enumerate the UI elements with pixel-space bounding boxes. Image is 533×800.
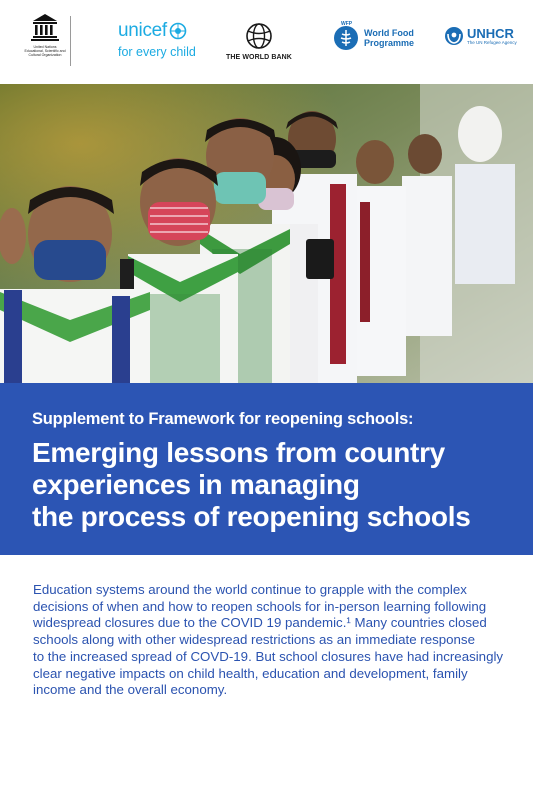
world-bank-name: THE WORLD BANK	[226, 54, 292, 61]
unicef-globe-icon	[169, 22, 187, 40]
unesco-temple-icon	[30, 12, 60, 42]
unicef-logo	[118, 20, 196, 59]
intro-line: income and the overall economy.	[33, 682, 228, 698]
unesco-caption	[24, 45, 65, 57]
unesco-logo	[14, 12, 76, 57]
unhcr-subtitle: The UN Refugee Agency	[467, 40, 517, 45]
wfp-name-line: World Food	[364, 28, 414, 38]
unesco-caption-line: United Nations	[33, 45, 57, 49]
unesco-caption-line: Cultural Organization	[28, 53, 62, 57]
intro-line: widespread closures due to the COVID 19 pandemic.¹ Many countries closed	[33, 615, 487, 631]
title-band	[0, 383, 533, 555]
unhcr-hands-icon	[444, 25, 464, 47]
intro-paragraph	[33, 582, 513, 699]
document-title-line: the process of reopening schools	[32, 501, 471, 532]
unicef-tagline: for every child	[118, 45, 196, 59]
wfp-laurel-icon	[332, 23, 360, 53]
unhcr-name-block	[467, 27, 517, 45]
intro-line: Education systems around the world continue to grapple with the complex	[33, 582, 467, 597]
unhcr-logo	[444, 25, 517, 47]
unicef-wordmark	[118, 20, 187, 42]
schoolchildren-photo	[0, 84, 533, 383]
intro-line: schools along with other widespread restrictions as an immediate response	[33, 632, 475, 648]
wfp-logo	[332, 23, 414, 53]
unesco-divider	[70, 16, 71, 66]
document-title-line: Emerging lessons from country	[32, 437, 445, 468]
document-kicker: Supplement to Framework for reopening schools:	[32, 410, 414, 428]
intro-line: to the increased spread of COVD-19. But school closures have had increasingly	[33, 648, 504, 664]
world-bank-globe-icon	[245, 22, 273, 50]
wfp-name	[364, 28, 414, 48]
cover-photo	[0, 84, 533, 383]
unicef-name: unicef	[118, 20, 167, 41]
document-title	[32, 437, 501, 533]
intro-line: clear negative impacts on child health, education and development, family	[33, 665, 468, 681]
intro-line: decisions of when and how to reopen schools for in-person learning following	[33, 598, 487, 614]
document-title-line: experiences in managing	[32, 469, 360, 500]
world-bank-logo	[226, 22, 292, 61]
partner-logo-bar	[0, 0, 533, 84]
wfp-name-line: Programme	[364, 38, 415, 48]
unhcr-name: UNHCR	[467, 26, 514, 41]
unesco-caption-line: Educational, Scientific and	[24, 49, 66, 53]
wfp-abbr: WFP	[341, 21, 353, 27]
